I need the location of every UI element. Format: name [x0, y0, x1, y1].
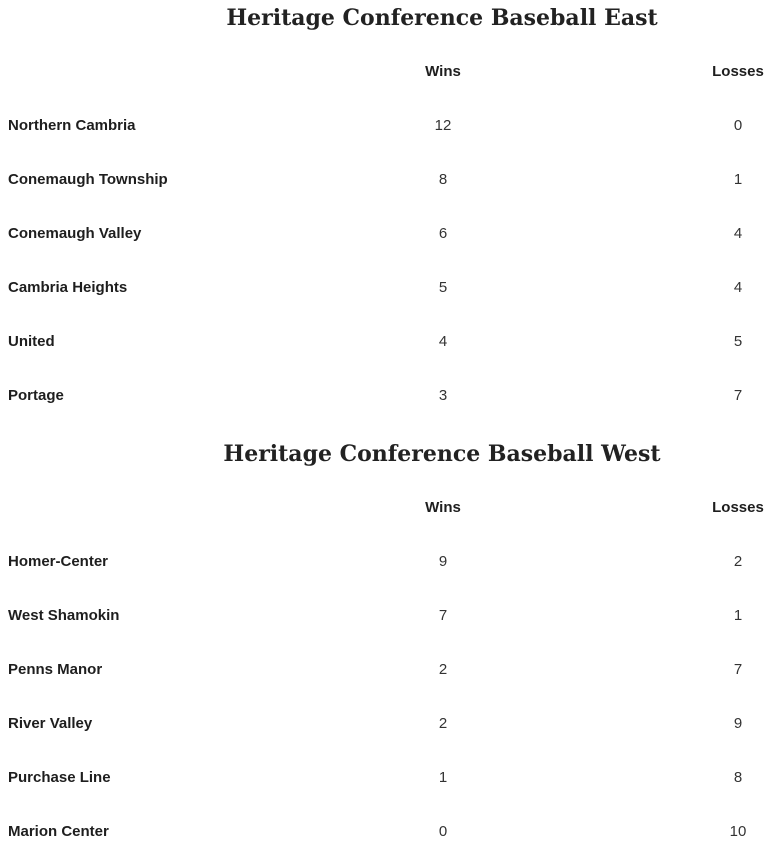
wins-column-header: Wins	[425, 499, 461, 516]
losses-value: 9	[733, 715, 743, 732]
team-name: Penns Manor	[8, 661, 103, 678]
table-row	[0, 276, 772, 300]
wins-value: 8	[438, 171, 448, 188]
losses-value: 8	[733, 769, 743, 786]
team-name: Conemaugh Valley	[8, 225, 142, 242]
losses-value: 4	[733, 225, 743, 242]
losses-value: 7	[733, 387, 743, 404]
team-name: Cambria Heights	[8, 279, 128, 296]
losses-column-header: Losses	[712, 499, 764, 516]
table-row	[0, 384, 772, 408]
wins-value: 7	[438, 607, 448, 624]
wins-value: 5	[438, 279, 448, 296]
west-header-row	[0, 496, 772, 520]
east-standings-title: Heritage Conference Baseball East	[226, 5, 658, 31]
wins-value: 2	[438, 661, 448, 678]
losses-value: 7	[733, 661, 743, 678]
team-name: Homer-Center	[8, 553, 109, 570]
losses-value: 1	[733, 607, 743, 624]
wins-value: 4	[438, 333, 448, 350]
wins-value: 2	[438, 715, 448, 732]
wins-column-header: Wins	[425, 63, 461, 80]
wins-value: 0	[438, 823, 448, 840]
losses-value: 2	[733, 553, 743, 570]
losses-value: 0	[733, 117, 743, 134]
table-row	[0, 766, 772, 790]
losses-value: 10	[729, 823, 747, 840]
team-name: Purchase Line	[8, 769, 111, 786]
team-name: Marion Center	[8, 823, 109, 840]
east-header-row	[0, 60, 772, 84]
wins-value: 3	[438, 387, 448, 404]
table-row	[0, 820, 772, 844]
wins-value: 12	[434, 117, 452, 134]
team-name: West Shamokin	[8, 607, 120, 624]
table-row	[0, 168, 772, 192]
team-name: Northern Cambria	[8, 117, 136, 134]
team-name: River Valley	[8, 715, 93, 732]
team-name: Portage	[8, 387, 64, 404]
team-name: United	[8, 333, 55, 350]
table-row	[0, 330, 772, 354]
team-name: Conemaugh Township	[8, 171, 168, 188]
table-row	[0, 604, 772, 628]
losses-value: 1	[733, 171, 743, 188]
wins-value: 1	[438, 769, 448, 786]
table-row	[0, 114, 772, 138]
losses-column-header: Losses	[712, 63, 764, 80]
wins-value: 9	[438, 553, 448, 570]
table-row	[0, 712, 772, 736]
west-standings-title: Heritage Conference Baseball West	[223, 441, 661, 467]
losses-value: 5	[733, 333, 743, 350]
losses-value: 4	[733, 279, 743, 296]
table-row	[0, 658, 772, 682]
wins-value: 6	[438, 225, 448, 242]
table-row	[0, 550, 772, 574]
table-row	[0, 222, 772, 246]
